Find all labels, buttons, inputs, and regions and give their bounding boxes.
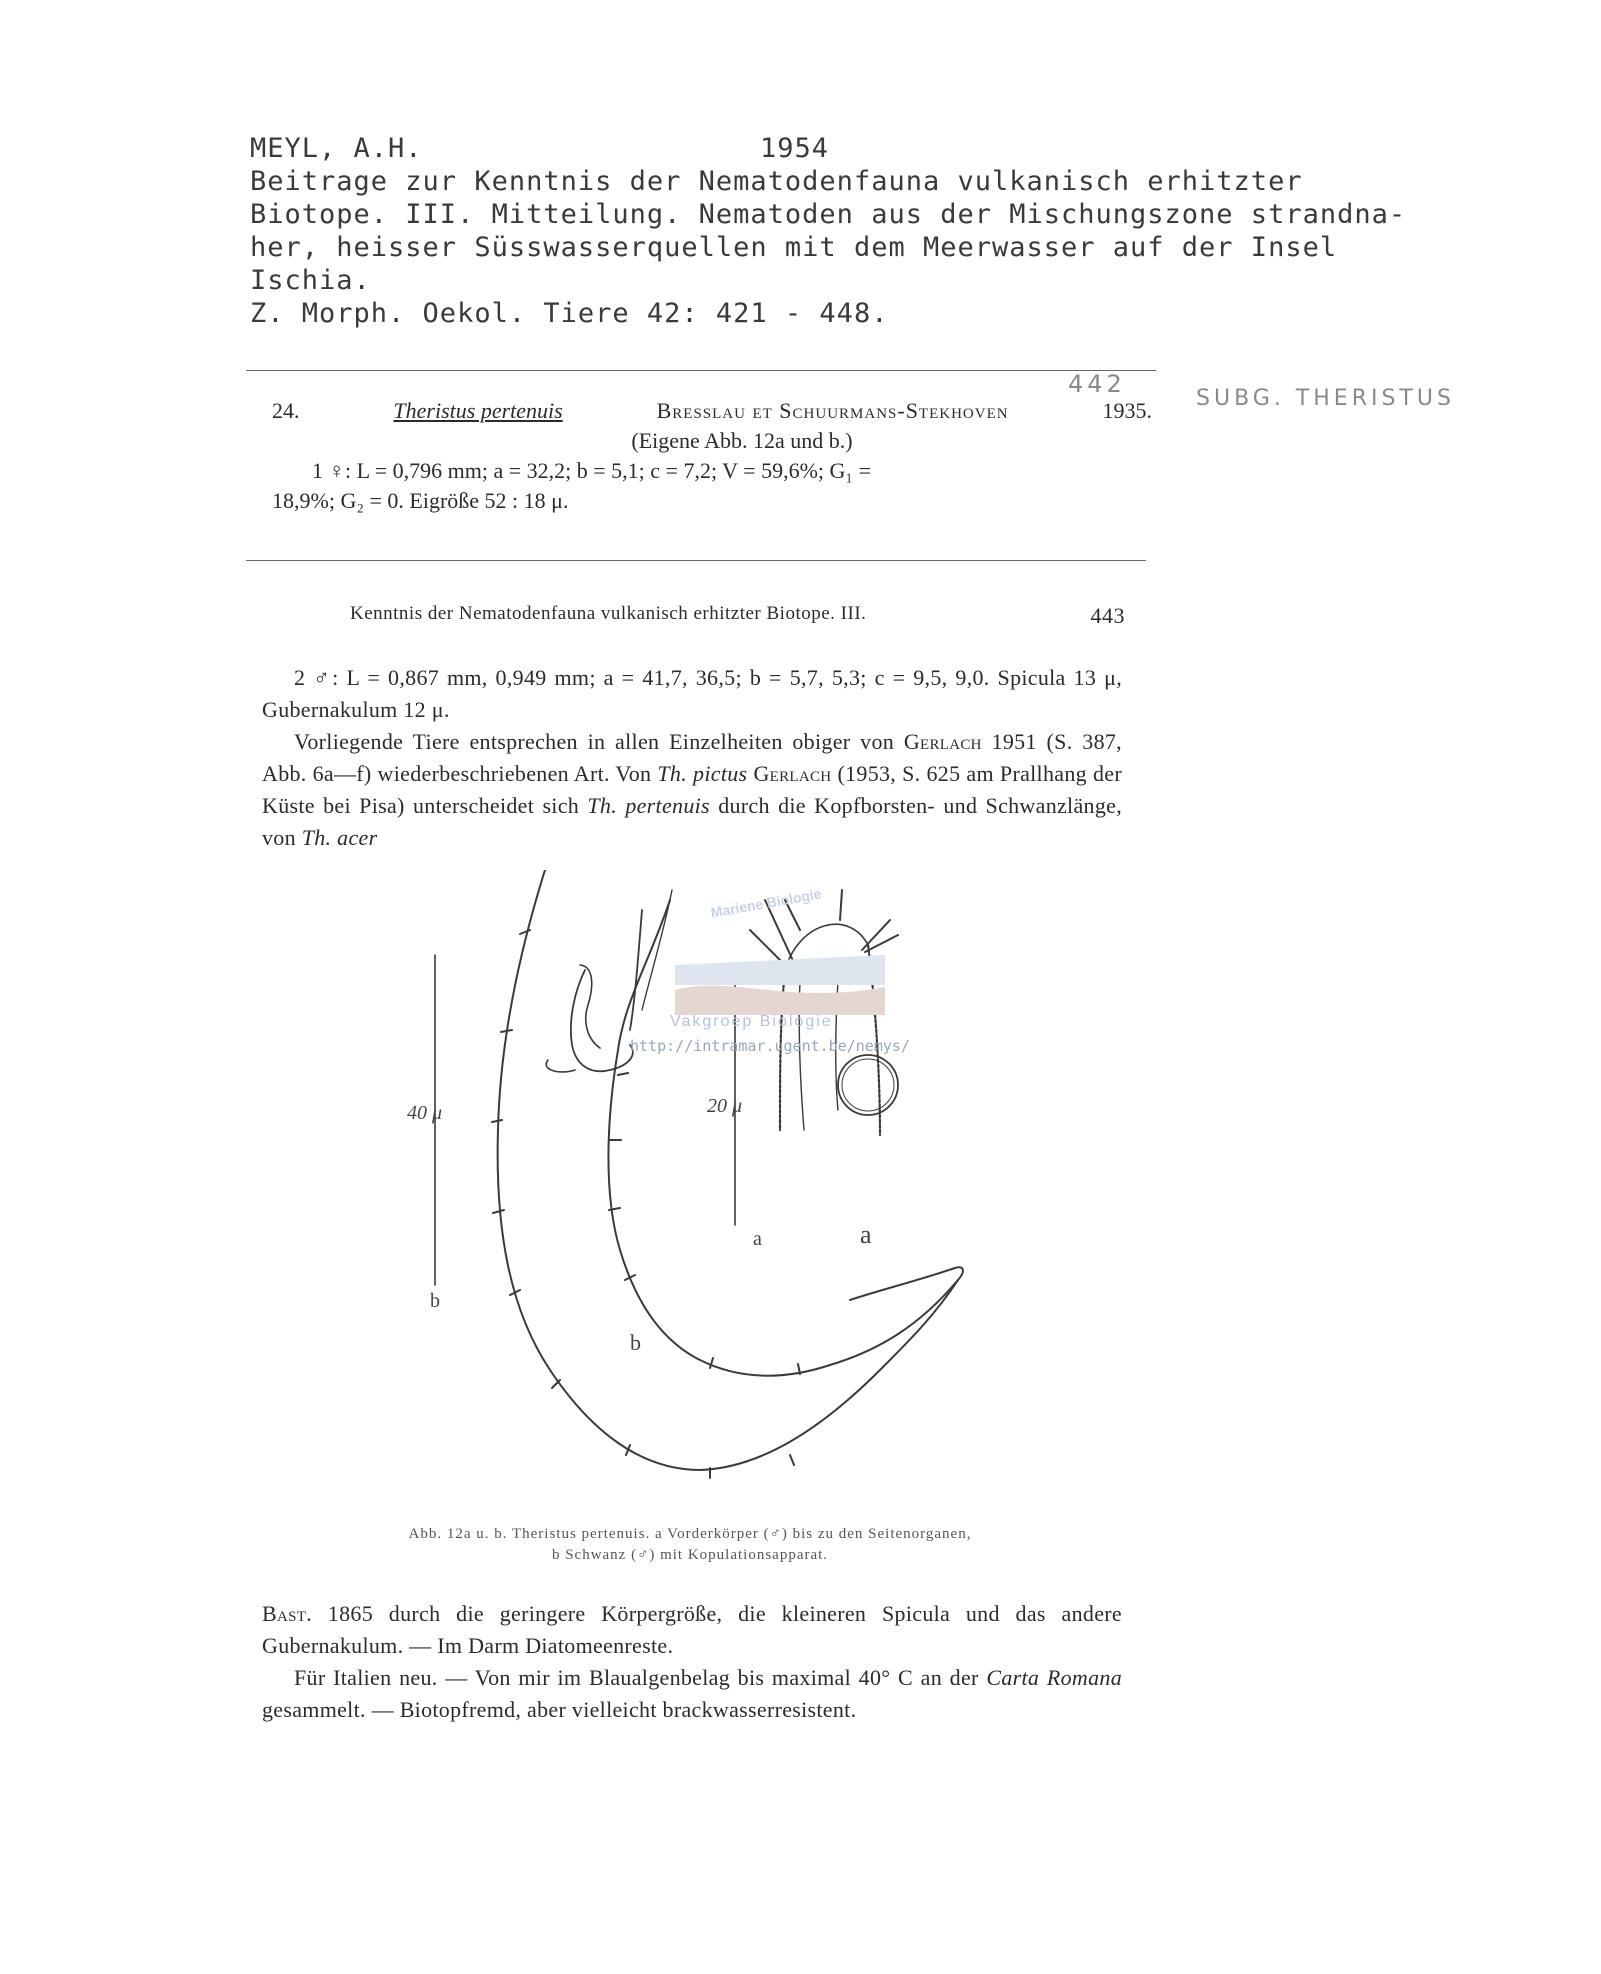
species-ref: Th. acer <box>301 825 378 850</box>
citation-title-line: Beitrage zur Kenntnis der Nematodenfauna vulkanisch erhitzter <box>250 166 1303 197</box>
caption-line: b Schwanz (♂) mit Kopulationsapparat. <box>551 1547 829 1563</box>
scale-a-label: 20 μ <box>707 1095 743 1117</box>
text-run: 1951 (S. 387, Abb. 6a—f) wiederbeschriebenen Art. Von <box>262 729 1122 786</box>
citation-title-line: her, heisser Süsswasserquellen mit dem Meerwasser auf der Insel <box>250 232 1338 263</box>
species-authority: Bresslau et Schuurmans-Stekhoven <box>656 398 1009 423</box>
text-run: Vorliegende Tiere entsprechen in allen Einzelheiten obiger von <box>294 729 895 754</box>
watermark <box>600 885 960 1075</box>
citation-title-line: Ischia. <box>250 265 371 296</box>
body-text-top <box>262 662 1122 854</box>
species-ref: Th. pertenuis <box>587 793 710 818</box>
citation-journal: Z. Morph. Oekol. Tiere 42: 421 - 448. <box>250 298 889 329</box>
figure-caption <box>290 1524 1090 1566</box>
female-measurements-cont: 18,9%; G₂ = 0. Eigröße 52 : 18 μ. <box>272 488 569 513</box>
distribution-paragraph <box>262 1662 1122 1726</box>
running-head-text: Kenntnis der Nematodenfauna vulkanisch erhitzter Biotope. III. <box>350 603 867 624</box>
author-name: Gerlach <box>753 761 832 786</box>
gubernaculum <box>580 965 600 1048</box>
caption-line: Abb. 12a u. b. Theristus pertenuis. a Vorderkörper (♂) bis zu den Seitenorganen, <box>408 1526 972 1542</box>
author-name: Gerlach <box>903 729 982 754</box>
citation-title-line: Biotope. III. Mitteilung. Nematoden aus der Mischungszone strandna- <box>250 199 1407 230</box>
text-run: gesammelt. — Biotopfremd, aber vielleicht brackwasserresistent. <box>262 1697 857 1722</box>
handwritten-genus-note: SUBG. THERISTUS <box>1196 386 1455 411</box>
species-name: Theristus pertenuis <box>393 398 563 423</box>
comparison-paragraph <box>262 726 1122 854</box>
watermark-logo <box>670 915 890 1025</box>
species-figure-ref: (Eigene Abb. 12a und b.) <box>631 428 853 453</box>
citation-author: MEYL, A.H. <box>250 133 423 164</box>
watermark-url: http://intramar.ugent.be/nemys/ <box>630 1037 910 1055</box>
running-head <box>350 603 1125 629</box>
text-run: Für Italien neu. — Von mir im Blaualgenbelag bis maximal 40° C an der <box>294 1665 979 1690</box>
tail-label: b <box>630 1330 641 1355</box>
scale-a-letter: a <box>753 1228 762 1250</box>
text-run: durch die Kopfborsten- und Schwanzlänge, von <box>262 793 1122 850</box>
male-measurements: 2 ♂: L = 0,867 mm, 0,949 mm; a = 41,7, 36,5; b = 5,7, 5,3; c = 9,5, 9,0. Spicula 13 μ, Gubernakulum 12 μ. <box>262 665 1122 722</box>
head-label: a <box>860 1220 872 1249</box>
locality-name: Carta Romana <box>986 1665 1122 1690</box>
top-rule <box>246 370 1156 371</box>
citation-block <box>250 132 1500 330</box>
bottom-rule <box>246 560 1146 561</box>
comparison-continuation <box>262 1598 1122 1662</box>
species-entry <box>272 396 1152 516</box>
citation-year: 1954 <box>760 133 830 164</box>
species-number: 24. <box>272 398 300 423</box>
handwritten-page-number: 442 <box>1068 370 1126 398</box>
page-number: 443 <box>1090 603 1125 628</box>
species-year: 1935. <box>1102 398 1152 423</box>
watermark-title: Mariene Biologie <box>709 885 823 921</box>
tail-tip <box>850 1267 963 1300</box>
text-run: (1953, S. 625 am Prallhang der Küste bei Pisa) unterscheidet sich <box>262 761 1122 818</box>
scale-b-label: 40 μ <box>407 1102 443 1124</box>
watermark-group: Vakgroep Biologie <box>670 1013 833 1030</box>
text-run: 1865 durch die geringere Körpergröße, die kleineren Spicula und das andere Gubernakulum. — Im Darm Diatomeenreste. <box>262 1601 1122 1658</box>
author-name: Bast. <box>262 1601 313 1626</box>
body-text-bottom <box>262 1598 1122 1726</box>
scale-b-letter: b <box>430 1290 440 1312</box>
species-ref: Th. pictus <box>657 761 748 786</box>
female-measurements: 1 ♀: L = 0,796 mm; a = 32,2; b = 5,1; c = 7,2; V = 59,6%; G₁ = <box>312 458 871 483</box>
